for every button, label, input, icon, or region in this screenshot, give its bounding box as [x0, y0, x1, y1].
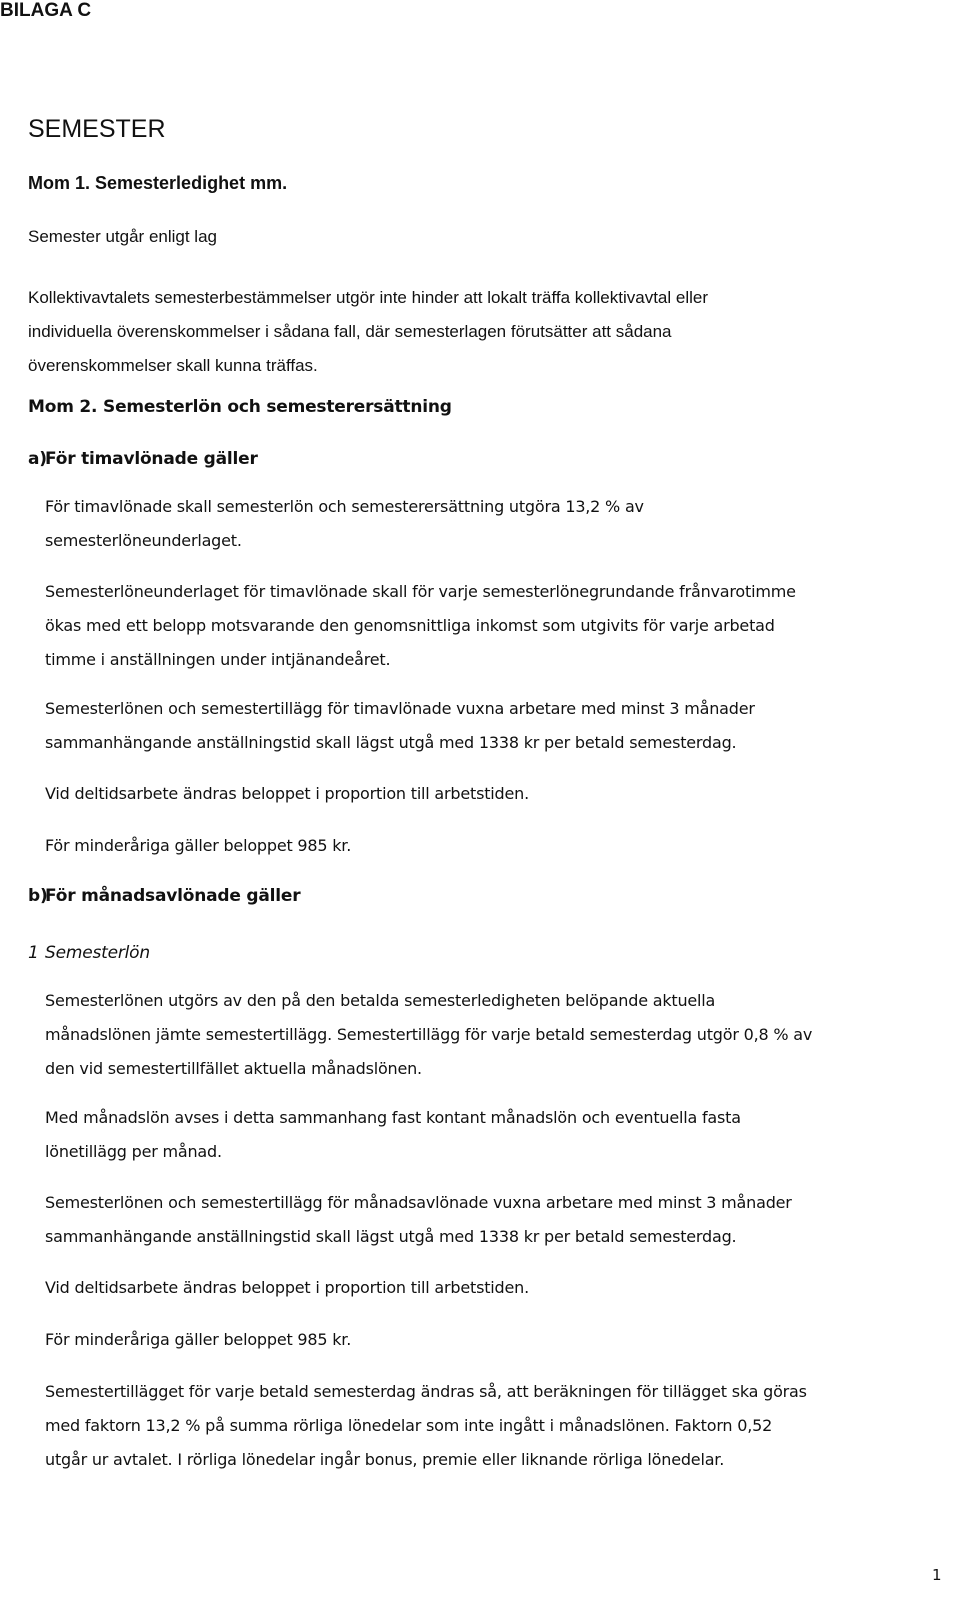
item-b-paragraph-3 [45, 1186, 792, 1254]
text-line: timme i anställningen under intjänandeåret. [45, 650, 391, 669]
page-number: 1 [932, 1566, 942, 1584]
text-line: överenskommelser skall kunna träffas. [28, 356, 318, 375]
text-line: Vid deltidsarbete ändras beloppet i proportion till arbetstiden. [45, 784, 529, 803]
item-a-paragraph-4 [45, 777, 529, 811]
section-title: SEMESTER [28, 115, 166, 143]
item-a-paragraph-1 [45, 490, 644, 558]
text-line: ökas med ett belopp motsvarande den genomsnittliga inkomst som utgivits för varje arbetad [45, 616, 775, 635]
appendix-label: BILAGA C [0, 0, 92, 21]
text-line: För minderåriga gäller beloppet 985 kr. [45, 836, 352, 855]
mom1-heading: Mom 1. Semesterledighet mm. [28, 173, 288, 193]
mom2-heading: Mom 2. Semesterlön och semesterersättning [28, 397, 452, 417]
text-line: Semesterlönen och semestertillägg för månadsavlönade vuxna arbetare med minst 3 månader [45, 1193, 792, 1212]
text-line: Vid deltidsarbete ändras beloppet i proportion till arbetstiden. [45, 1278, 529, 1297]
text-line: Semesterlönen utgörs av den på den betalda semesterledigheten belöpande aktuella [45, 991, 716, 1010]
text-line: lönetillägg per månad. [45, 1142, 222, 1161]
text-line: Semesterlönen och semestertillägg för timavlönade vuxna arbetare med minst 3 månader [45, 699, 755, 718]
text-line: Semestertillägget för varje betald semesterdag ändras så, att beräkningen för tillägget ska göras [45, 1382, 807, 1401]
item-a-paragraph-5 [45, 829, 351, 863]
text-line: sammanhängande anställningstid skall lägst utgå med 1338 kr per betald semesterdag. [45, 733, 737, 752]
item-b-title: För månadsavlönade gäller [45, 886, 301, 906]
text-line: sammanhängande anställningstid skall lägst utgå med 1338 kr per betald semesterdag. [45, 1227, 737, 1246]
text-line: individuella överenskommelser i sådana fall, där semesterlagen förutsätter att sådana [28, 322, 672, 341]
item-b-paragraph-5 [45, 1323, 351, 1357]
text-line: månadslönen jämte semestertillägg. Semestertillägg för varje betald semesterdag utgör 0,8 % av [45, 1025, 813, 1044]
text-line: med faktorn 13,2 % på summa rörliga lönedelar som inte ingått i månadslönen. Faktorn 0,52 [45, 1416, 773, 1435]
item-a-title: För timavlönade gäller [45, 449, 258, 469]
item-b-paragraph-2 [45, 1101, 741, 1169]
mom1-paragraph-1: Semester utgår enligt lag [28, 227, 217, 246]
item-b-paragraph-4 [45, 1271, 529, 1305]
text-line: Semesterlöneunderlaget för timavlönade skall för varje semesterlönegrundande frånvarotimme [45, 582, 796, 601]
sub1-title: Semesterlön [45, 943, 150, 963]
text-line: För minderåriga gäller beloppet 985 kr. [45, 1330, 352, 1349]
text-line: Kollektivavtalets semesterbestämmelser utgör inte hinder att lokalt träffa kollektivavtal eller [28, 288, 708, 307]
item-a-paragraph-2 [45, 575, 796, 677]
sub1-number: 1 [28, 943, 39, 963]
mom1-paragraph-2 [28, 281, 708, 383]
item-b-paragraph-6 [45, 1375, 807, 1477]
item-b-marker: b) [28, 886, 48, 906]
item-a-paragraph-3 [45, 692, 755, 760]
item-b-paragraph-1 [45, 984, 812, 1086]
item-a-marker: a) [28, 449, 47, 469]
text-line: Med månadslön avses i detta sammanhang fast kontant månadslön och eventuella fasta [45, 1108, 741, 1127]
text-line: den vid semestertillfället aktuella månadslönen. [45, 1059, 422, 1078]
text-line: semesterlöneunderlaget. [45, 531, 242, 550]
text-line: utgår ur avtalet. I rörliga lönedelar ingår bonus, premie eller liknande rörliga lönedelar. [45, 1450, 725, 1469]
text-line: För timavlönade skall semesterlön och semesterersättning utgöra 13,2 % av [45, 497, 644, 516]
